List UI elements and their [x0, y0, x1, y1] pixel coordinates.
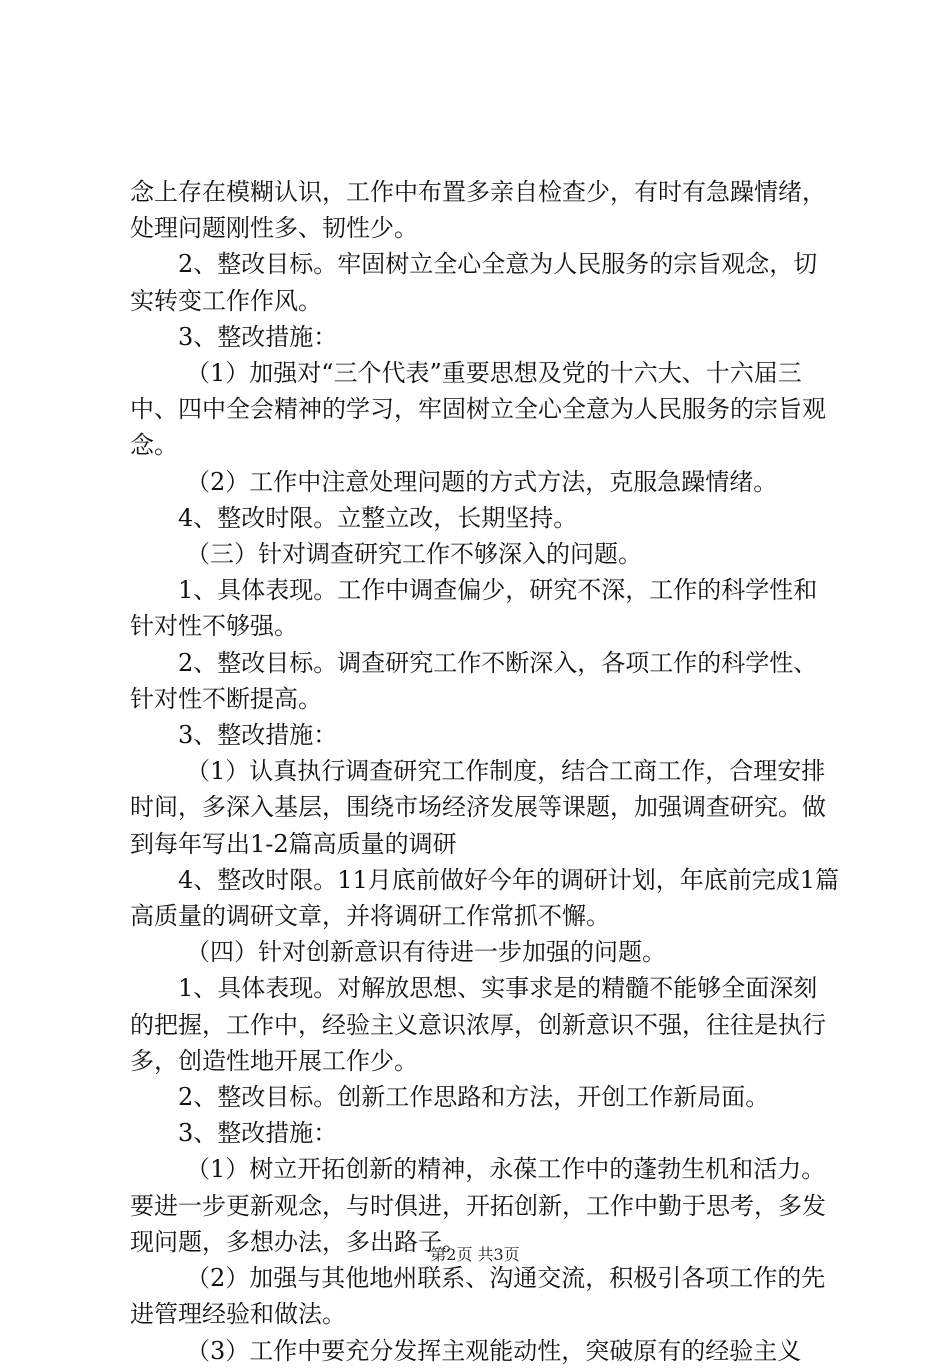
- paragraph: 1、具体表现。工作中调查偏少，研究不深，工作的科学性和针对性不够强。: [130, 576, 818, 641]
- paragraph: 2、整改目标。创新工作思路和方法，开创工作新局面。: [178, 1083, 770, 1112]
- paragraph: 1、具体表现。对解放思想、实事求是的精髓不能够全面深刻的把握，工作中，经验主义意识浓厚，创新意识不强，往往是执行多，创造性地开展工作少。: [130, 974, 826, 1075]
- paragraph: （1）加强对“三个代表”重要思想及党的十六大、十六届三中、四中全会精神的学习，牢固树立全心全意为人民服务的宗旨观念。: [130, 359, 826, 460]
- document-body: [130, 174, 840, 1369]
- page-number-label: 第2页 共3页: [430, 1245, 520, 1264]
- paragraph: 念上存在模糊认识，工作中布置多亲自检查少，有时有急躁情绪，处理问题刚性多、韧性少。: [130, 178, 826, 243]
- paragraph: 3、整改措施：: [178, 721, 338, 750]
- paragraph: 4、整改时限。11月底前做好今年的调研计划，年底前完成1篇高质量的调研文章，并将调研工作常抓不懈。: [130, 865, 840, 931]
- paragraph: （1）树立开拓创新的精神，永葆工作中的蓬勃生机和活力。要进一步更新观念，与时俱进，开拓创新，工作中勤于思考，多发现问题，多想办法，多出路子。: [130, 1155, 826, 1256]
- paragraph: 3、整改措施：: [178, 322, 338, 351]
- paragraph: 2、整改目标。调查研究工作不断深入，各项工作的科学性、针对性不断提高。: [130, 648, 818, 713]
- paragraph: （2）加强与其他地州联系、沟通交流，积极引各项工作的先进管理经验和做法。: [130, 1264, 826, 1329]
- section-heading: （三）针对调查研究工作不够深入的问题。: [186, 540, 642, 569]
- paragraph: 3、整改措施：: [178, 1119, 338, 1148]
- paragraph: 4、整改时限。立整立改，长期坚持。: [178, 503, 578, 532]
- paragraph: （1）认真执行调查研究工作制度，结合工商工作，合理安排时间，多深入基层，围绕市场经济发展等课题，加强调查研究。做到每年写出1-2篇高质量的调研: [130, 757, 826, 858]
- section-heading: （四）针对创新意识有待进一步加强的问题。: [186, 938, 666, 967]
- paragraph: （2）工作中注意处理问题的方式方法，克服急躁情绪。: [186, 467, 778, 496]
- paragraph: （3）工作中要充分发挥主观能动性，突破原有的经验主义: [186, 1336, 802, 1365]
- paragraph: 2、整改目标。牢固树立全心全意为人民服务的宗旨观念，切实转变工作作风。: [130, 250, 818, 315]
- page-footer: [0, 1244, 950, 1266]
